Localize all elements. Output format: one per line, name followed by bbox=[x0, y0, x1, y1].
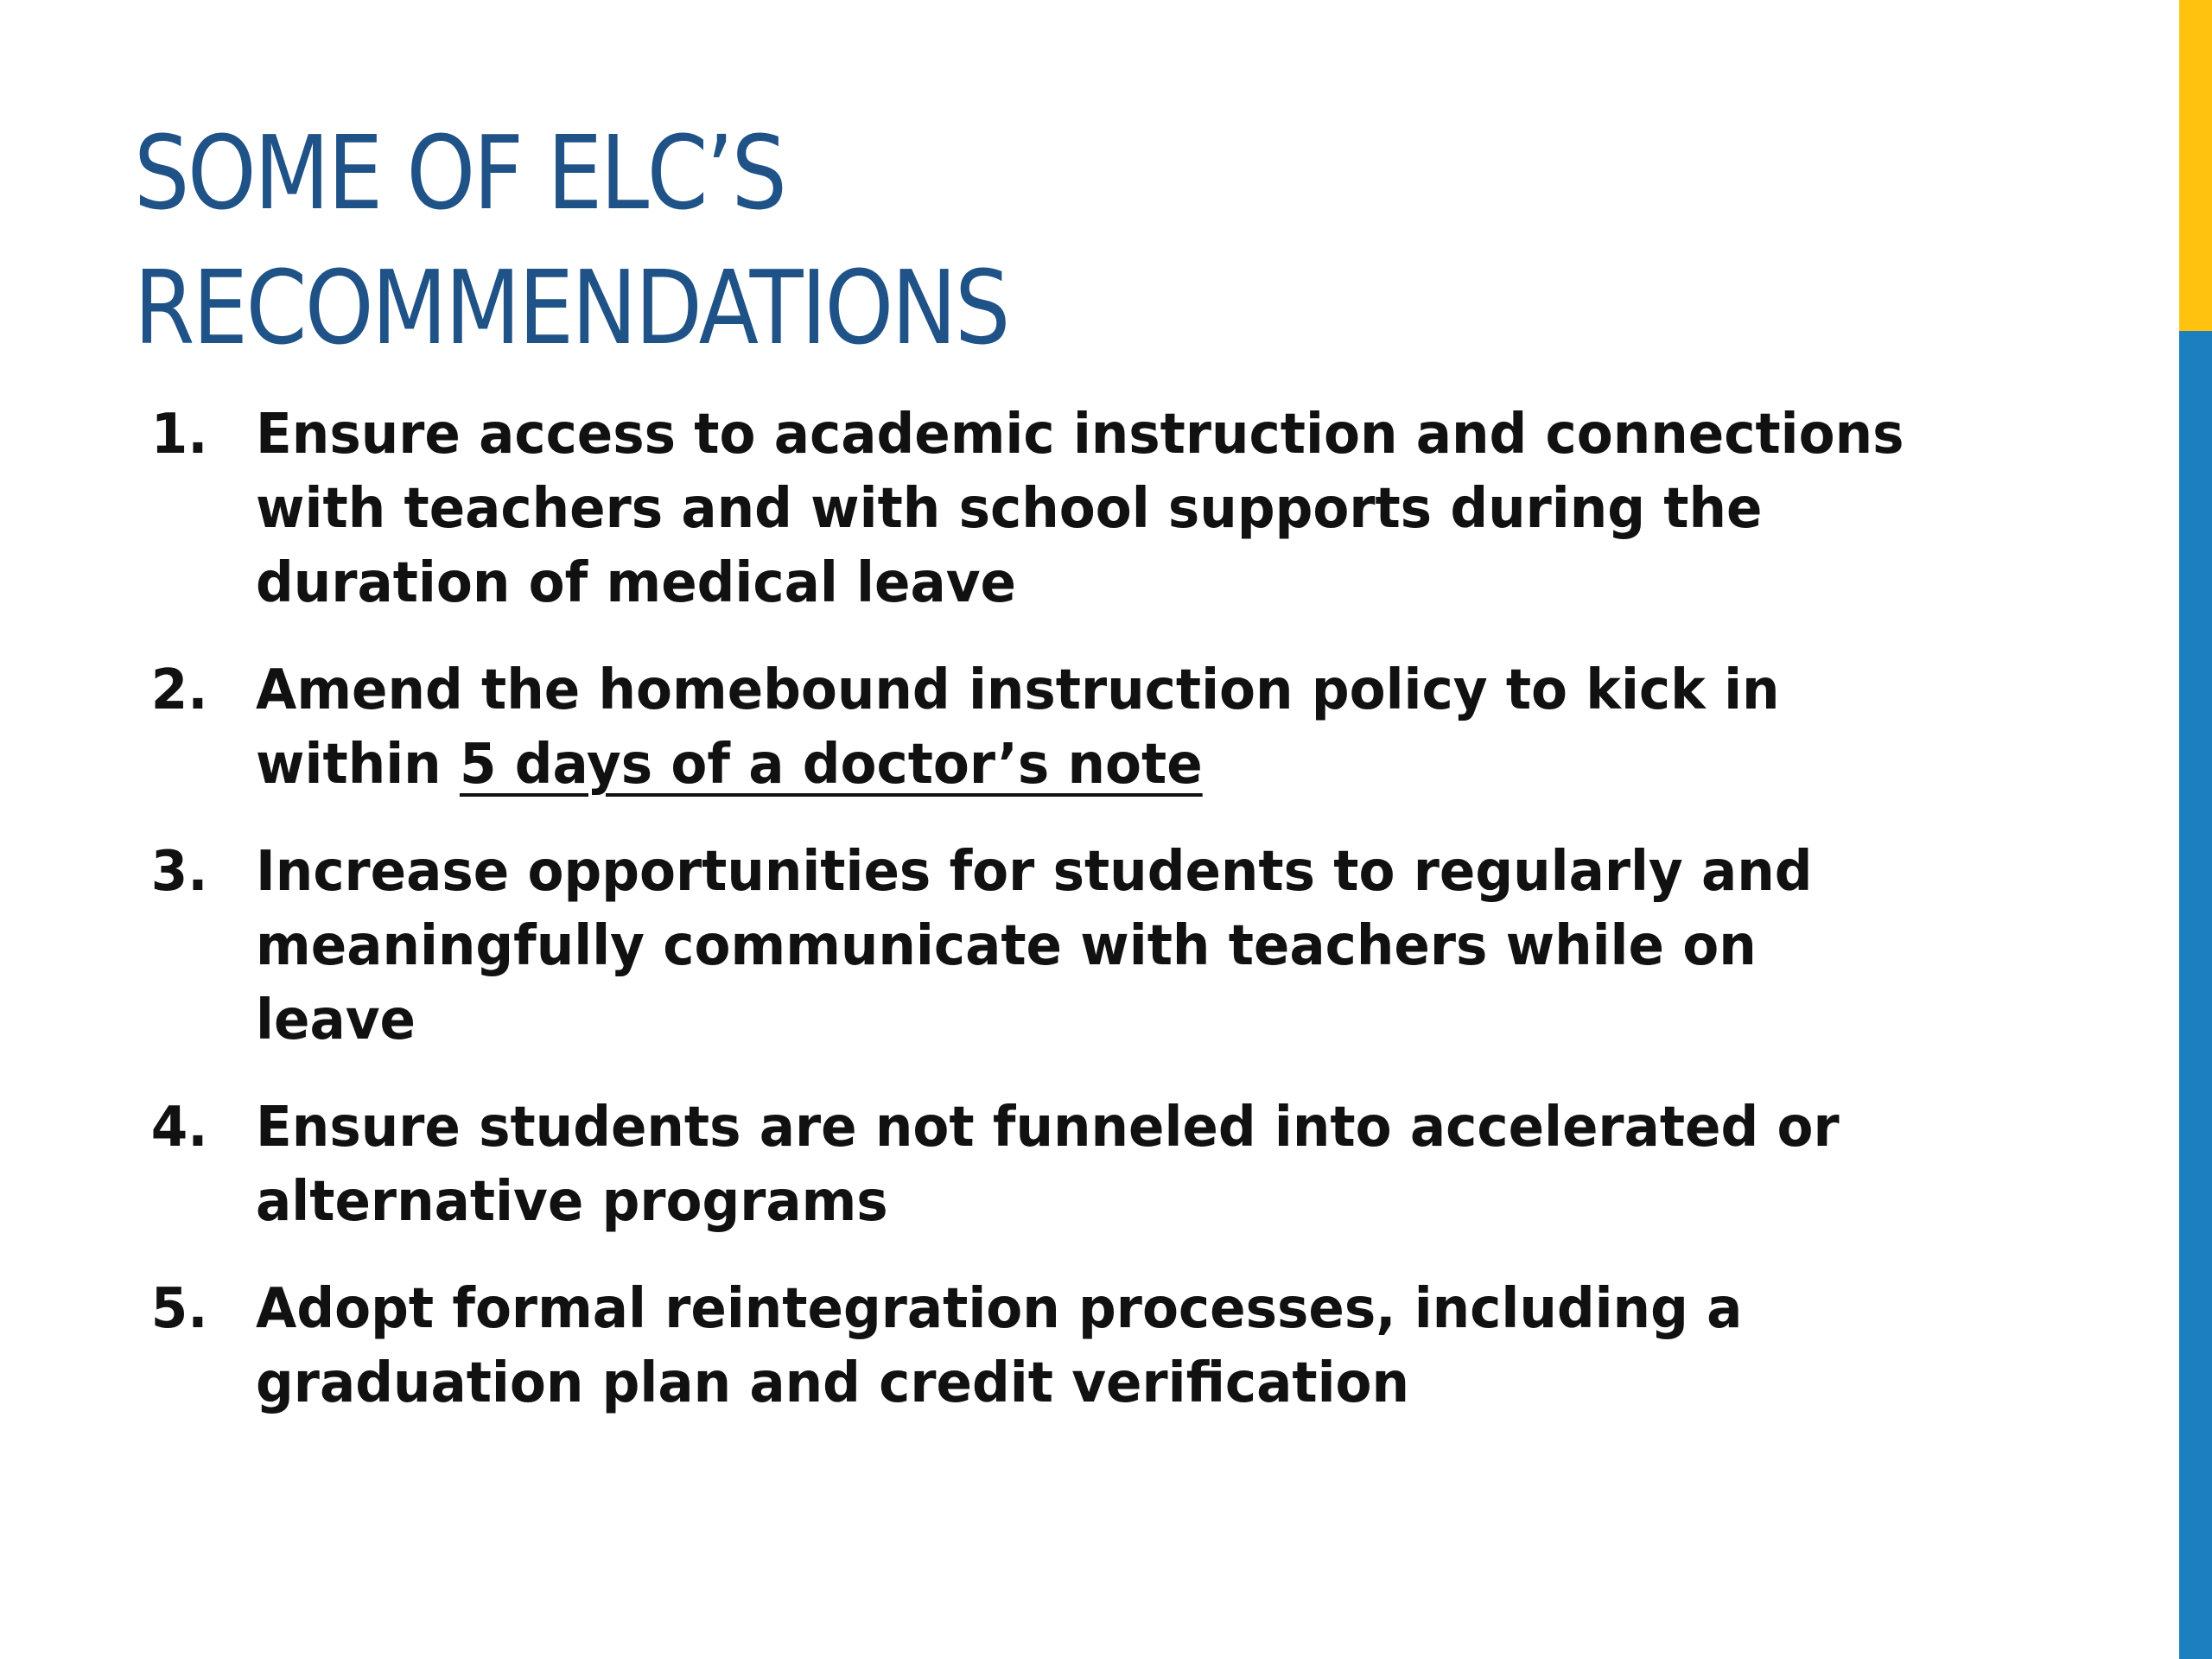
recommendation-item-1 bbox=[147, 397, 1921, 620]
blue-accent-segment bbox=[2179, 331, 2212, 1659]
recommendations-list bbox=[147, 397, 2005, 1453]
recommendation-underlined-text-2: 5 days of a doctor’s note bbox=[459, 733, 1203, 797]
right-accent-bar bbox=[2179, 0, 2212, 1659]
recommendation-item-3 bbox=[147, 835, 1921, 1058]
recommendation-number-4: 4. bbox=[150, 1096, 208, 1160]
recommendation-item-4 bbox=[147, 1090, 1921, 1239]
recommendation-text-5: Adopt formal reintegration processes, including a graduation plan and credit verification bbox=[256, 1277, 1743, 1415]
recommendation-item-5 bbox=[147, 1272, 1921, 1421]
recommendation-number-1: 1. bbox=[150, 403, 208, 467]
recommendation-text-3: Increase opportunities for students to regularly and meaningfully communicate with teachers while on leave bbox=[256, 840, 1813, 1052]
slide-title-line-1: SOME OF ELC’S bbox=[134, 113, 785, 232]
slide-title bbox=[134, 105, 1769, 375]
recommendation-number-3: 3. bbox=[150, 840, 208, 904]
recommendation-text-1: Ensure access to academic instruction and connections with teachers and with school supports during the duration of medical leave bbox=[256, 403, 1904, 615]
recommendation-text-4: Ensure students are not funneled into accelerated or alternative programs bbox=[256, 1096, 1840, 1234]
yellow-accent-segment bbox=[2179, 0, 2212, 331]
recommendation-item-2 bbox=[147, 653, 1921, 802]
recommendation-text-2: Amend the homebound instruction policy to kick in within bbox=[256, 658, 1780, 797]
slide-title-line-2: RECOMMENDATIONS bbox=[134, 248, 1008, 367]
recommendation-number-2: 2. bbox=[150, 658, 208, 722]
recommendation-number-5: 5. bbox=[150, 1277, 208, 1341]
